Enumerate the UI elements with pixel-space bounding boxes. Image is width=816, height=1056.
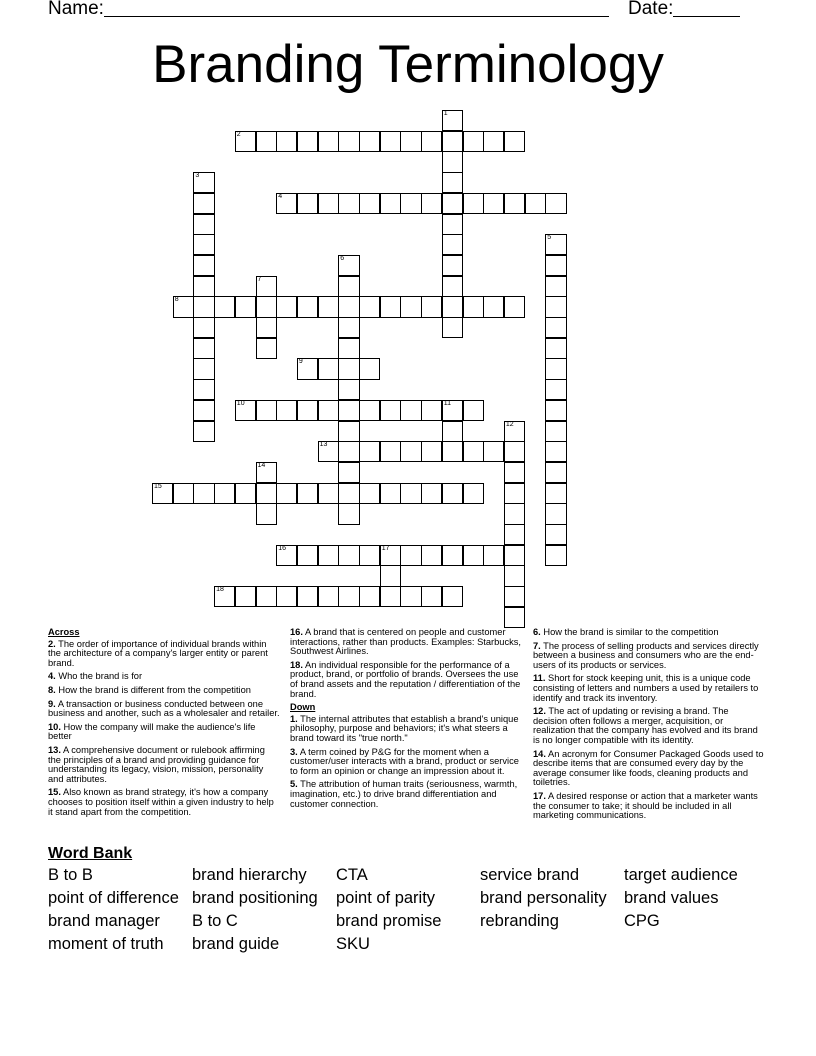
- crossword-cell[interactable]: [318, 193, 339, 214]
- crossword-cell[interactable]: [400, 483, 421, 504]
- clue-text: An individual responsible for the performance of a product, brand, or portfolio of brands. Oversees the use of brand assets and the reputation / differentiation of the brand.: [290, 659, 521, 699]
- page-title: Branding Terminology: [152, 35, 664, 94]
- crossword-cell[interactable]: [318, 131, 339, 152]
- crossword-cell[interactable]: [504, 586, 525, 607]
- clue: [48, 700, 280, 719]
- crossword-cell[interactable]: [442, 421, 463, 442]
- date-label: Date:: [628, 0, 674, 19]
- crossword-cell[interactable]: [256, 503, 277, 524]
- crossword-cell[interactable]: [483, 193, 504, 214]
- crossword-cell[interactable]: [193, 276, 214, 297]
- clue-text: A transaction or business conducted between one business and another, such as a wholesaler and retailer.: [48, 698, 280, 719]
- clue-text: Also known as brand strategy, it's how a company chooses to position itself within a given industry to help it stand apart from the competition.: [48, 787, 274, 817]
- crossword-cell[interactable]: [276, 545, 297, 566]
- crossword-cell[interactable]: [400, 131, 421, 152]
- crossword-cell[interactable]: [525, 193, 546, 214]
- clue-number: 3.: [290, 746, 298, 757]
- crossword-cell[interactable]: [545, 503, 566, 524]
- clue: [48, 746, 280, 784]
- clue-number: 16: [278, 544, 286, 552]
- crossword-cell[interactable]: [380, 400, 401, 421]
- clues-column-1: [48, 628, 280, 821]
- crossword-cell[interactable]: [359, 441, 380, 462]
- crossword-cell[interactable]: [463, 545, 484, 566]
- crossword-cell[interactable]: [463, 483, 484, 504]
- crossword-cell[interactable]: [235, 400, 256, 421]
- crossword-cell[interactable]: [545, 296, 566, 317]
- clue-text: The attribution of human traits (seriousness, warmth, imagination, etc.) to drive brand differentiation and customer connection.: [290, 779, 518, 809]
- word-bank-item: moment of truth: [48, 935, 164, 953]
- clue-text: Who the brand is for: [55, 671, 143, 682]
- crossword-cell[interactable]: [338, 317, 359, 338]
- clue-number: 13: [319, 441, 328, 449]
- crossword-cell[interactable]: [338, 421, 359, 442]
- crossword-cell[interactable]: [483, 296, 504, 317]
- crossword-cell[interactable]: [276, 586, 297, 607]
- crossword-cell[interactable]: [442, 151, 463, 172]
- crossword-cell[interactable]: [152, 483, 173, 504]
- crossword-cell[interactable]: [256, 586, 277, 607]
- crossword-cell[interactable]: [276, 131, 297, 152]
- crossword-cell[interactable]: [193, 483, 214, 504]
- crossword-cell[interactable]: [318, 400, 339, 421]
- crossword-cell[interactable]: [359, 483, 380, 504]
- crossword-cell[interactable]: [338, 358, 359, 379]
- crossword-cell[interactable]: [214, 483, 235, 504]
- crossword-cell[interactable]: [545, 276, 566, 297]
- clue-text: A term coined by P&G for the moment when a customer/user interacts with a brand, product or service to form an opinion or change an impression about it.: [290, 746, 519, 776]
- crossword-cell[interactable]: [421, 545, 442, 566]
- crossword-cell[interactable]: [380, 131, 401, 152]
- crossword-cell[interactable]: [297, 131, 318, 152]
- crossword-cell[interactable]: [400, 545, 421, 566]
- crossword-cell[interactable]: [297, 545, 318, 566]
- clue-number: 2: [236, 130, 241, 138]
- clue: [290, 780, 524, 809]
- clue-number: 4: [278, 192, 283, 200]
- clue-text: The process of selling products and services directly between a business and consumers who are the end-users of its products or services.: [533, 640, 759, 670]
- crossword-cell[interactable]: [442, 131, 463, 152]
- crossword-cell[interactable]: [545, 255, 566, 276]
- crossword-cell[interactable]: [318, 586, 339, 607]
- clue-text: The internal attributes that establish a brand's unique philosophy, purpose and behaviors; it's what steers a brand toward its "true north.": [290, 713, 519, 743]
- crossword-cell[interactable]: [193, 255, 214, 276]
- crossword-cell[interactable]: [380, 586, 401, 607]
- crossword-cell[interactable]: [545, 358, 566, 379]
- crossword-cell[interactable]: [318, 483, 339, 504]
- crossword-cell[interactable]: [235, 296, 256, 317]
- crossword-cell[interactable]: [297, 483, 318, 504]
- crossword-cell[interactable]: [256, 317, 277, 338]
- crossword-cell[interactable]: [193, 234, 214, 255]
- crossword-cell[interactable]: [504, 296, 525, 317]
- crossword-cell[interactable]: [338, 503, 359, 524]
- clue: [533, 674, 765, 703]
- clue: [48, 723, 280, 742]
- crossword-cell[interactable]: [256, 131, 277, 152]
- crossword-cell[interactable]: [442, 317, 463, 338]
- crossword-cell[interactable]: [442, 193, 463, 214]
- crossword-cell[interactable]: [504, 483, 525, 504]
- crossword-cell[interactable]: [256, 296, 277, 317]
- name-label: Name:: [48, 0, 104, 19]
- crossword-cell[interactable]: [545, 483, 566, 504]
- clue-number: 2.: [48, 638, 56, 649]
- clues-column-2: [290, 628, 524, 813]
- crossword-cell[interactable]: [421, 483, 442, 504]
- crossword-cell[interactable]: [318, 358, 339, 379]
- word-bank-item: brand positioning: [192, 889, 318, 907]
- crossword-cell[interactable]: [463, 441, 484, 462]
- crossword-cell[interactable]: [256, 462, 277, 483]
- clue-number: 10: [236, 399, 245, 407]
- crossword-cell[interactable]: [193, 400, 214, 421]
- crossword-cell[interactable]: [318, 441, 339, 462]
- crossword-cell[interactable]: [545, 379, 566, 400]
- crossword-cell[interactable]: [442, 483, 463, 504]
- crossword-cell[interactable]: [463, 400, 484, 421]
- crossword-cell[interactable]: [338, 276, 359, 297]
- clue: [290, 628, 524, 657]
- crossword-cell[interactable]: [400, 441, 421, 462]
- crossword-cell[interactable]: [545, 441, 566, 462]
- crossword-cell[interactable]: [483, 545, 504, 566]
- word-bank-item: service brand: [480, 866, 580, 884]
- crossword-cell[interactable]: [338, 462, 359, 483]
- crossword-cell[interactable]: [338, 400, 359, 421]
- crossword-cell[interactable]: [193, 296, 214, 317]
- clue: [290, 715, 524, 744]
- clue-number: 17: [381, 544, 390, 552]
- crossword-cell[interactable]: [545, 421, 566, 442]
- crossword-cell[interactable]: [380, 193, 401, 214]
- crossword-cell[interactable]: [400, 296, 421, 317]
- clue-number: 7: [257, 275, 262, 283]
- clue-number: 12.: [533, 706, 546, 717]
- crossword-cell[interactable]: [338, 296, 359, 317]
- word-bank-item: brand values: [624, 889, 719, 907]
- clue: [48, 686, 280, 696]
- clue: [533, 750, 765, 788]
- crossword-cell[interactable]: [545, 338, 566, 359]
- crossword-cell[interactable]: [545, 524, 566, 545]
- clue-text: The act of updating or revising a brand. The decision often follows a merger, acquisition, or realization that the company has evolved and its brand is no longer compatible with its identity.: [533, 706, 758, 745]
- crossword-cell[interactable]: [359, 358, 380, 379]
- crossword-cell[interactable]: [545, 545, 566, 566]
- crossword-cell[interactable]: [297, 358, 318, 379]
- word-bank-item: brand promise: [336, 912, 442, 930]
- crossword-cell[interactable]: [338, 338, 359, 359]
- crossword-cell[interactable]: [359, 400, 380, 421]
- crossword-cell[interactable]: [400, 400, 421, 421]
- clue-number: 10.: [48, 721, 61, 732]
- word-bank-item: B to C: [192, 912, 238, 930]
- crossword-cell[interactable]: [545, 234, 566, 255]
- crossword-cell[interactable]: [545, 317, 566, 338]
- crossword-cell[interactable]: [359, 545, 380, 566]
- crossword-cell[interactable]: [338, 586, 359, 607]
- word-bank-item: brand manager: [48, 912, 160, 930]
- crossword-cell[interactable]: [297, 193, 318, 214]
- crossword-cell[interactable]: [214, 586, 235, 607]
- clue-number: 11.: [533, 673, 546, 684]
- clue-number: 12: [505, 420, 514, 428]
- crossword-cell[interactable]: [359, 193, 380, 214]
- clue-number: 14: [257, 461, 266, 469]
- crossword-cell[interactable]: [276, 296, 297, 317]
- clue-text: A desired response or action that a marketer wants the consumer to take; it should be included in all marketing communications.: [533, 790, 758, 821]
- crossword-cell[interactable]: [193, 421, 214, 442]
- crossword-cell[interactable]: [504, 607, 525, 628]
- crossword-cell[interactable]: [483, 441, 504, 462]
- crossword-cell[interactable]: [297, 586, 318, 607]
- clue-number: 13.: [48, 744, 61, 755]
- word-bank-item: brand guide: [192, 935, 280, 953]
- word-bank-title: Word Bank: [48, 845, 133, 862]
- word-bank: [48, 866, 768, 958]
- clue-text: A comprehensive document or rulebook affirming the principles of a brand and providing guidance for understanding its legacy, vision, mission, personality and attributes.: [48, 744, 265, 784]
- clue: [48, 672, 280, 682]
- crossword-cell[interactable]: [193, 317, 214, 338]
- crossword-cell[interactable]: [359, 586, 380, 607]
- crossword-cell[interactable]: [276, 193, 297, 214]
- clue-number: 17.: [533, 790, 546, 801]
- crossword-cell[interactable]: [483, 131, 504, 152]
- word-bank-item: B to B: [48, 866, 93, 884]
- crossword-cell[interactable]: [380, 565, 401, 586]
- clue-number: 1.: [290, 713, 298, 724]
- crossword-cell[interactable]: [380, 483, 401, 504]
- crossword-cell[interactable]: [421, 131, 442, 152]
- crossword-cell[interactable]: [442, 441, 463, 462]
- clue: [290, 661, 524, 699]
- crossword-cell[interactable]: [504, 193, 525, 214]
- clue: [533, 792, 765, 821]
- crossword-cell[interactable]: [504, 462, 525, 483]
- crossword-cell[interactable]: [173, 296, 194, 317]
- crossword-cell[interactable]: [400, 193, 421, 214]
- crossword-cell[interactable]: [338, 131, 359, 152]
- crossword-cell[interactable]: [235, 586, 256, 607]
- clue: [48, 788, 280, 817]
- down-heading: Down: [290, 702, 316, 713]
- clue-number: 4.: [48, 671, 56, 682]
- word-bank-item: target audience: [624, 866, 738, 884]
- crossword-cell[interactable]: [380, 441, 401, 462]
- clue-text: How the company will make the audience's life better: [48, 721, 256, 742]
- crossword-cell[interactable]: [442, 296, 463, 317]
- clue-number: 6.: [533, 627, 541, 637]
- crossword-cell[interactable]: [297, 400, 318, 421]
- crossword-cell[interactable]: [545, 400, 566, 421]
- clue-number: 5: [547, 234, 552, 242]
- crossword-cell[interactable]: [421, 296, 442, 317]
- word-bank-item: CPG: [624, 912, 660, 930]
- clue-number: 8.: [48, 684, 56, 695]
- word-bank-item: SKU: [336, 935, 370, 953]
- crossword-cell[interactable]: [545, 462, 566, 483]
- crossword-cell[interactable]: [318, 545, 339, 566]
- clue-number: 18.: [290, 659, 303, 670]
- clue-number: 15.: [48, 787, 61, 798]
- crossword-cell[interactable]: [380, 545, 401, 566]
- crossword-cell[interactable]: [193, 338, 214, 359]
- crossword-cell[interactable]: [400, 586, 421, 607]
- crossword-cell[interactable]: [338, 379, 359, 400]
- crossword-cell[interactable]: [214, 296, 235, 317]
- crossword-cell[interactable]: [442, 545, 463, 566]
- crossword-cell[interactable]: [442, 214, 463, 235]
- word-bank-item: point of difference: [48, 889, 179, 907]
- clue-number: 8: [174, 296, 179, 304]
- crossword-cell[interactable]: [421, 193, 442, 214]
- clue: [533, 628, 765, 638]
- clue: [533, 642, 765, 671]
- crossword-cell[interactable]: [442, 276, 463, 297]
- crossword-cell[interactable]: [235, 131, 256, 152]
- clue-number: 5.: [290, 779, 298, 790]
- word-bank-item: CTA: [336, 866, 368, 884]
- clue-number: 1: [443, 110, 448, 117]
- clue-number: 16.: [290, 627, 303, 637]
- word-bank-item: brand hierarchy: [192, 866, 307, 884]
- crossword-cell[interactable]: [193, 193, 214, 214]
- crossword-cell[interactable]: [421, 441, 442, 462]
- crossword-cell[interactable]: [276, 400, 297, 421]
- crossword-cell[interactable]: [338, 193, 359, 214]
- clue: [290, 748, 524, 777]
- clue-text: How the brand is different from the competition: [55, 684, 251, 695]
- clue-text: The order of importance of individual brands within the architecture of a company's larger entity or parent brand.: [48, 638, 268, 668]
- clue: [533, 707, 765, 745]
- clue-text: Short for stock keeping unit, this is a unique code consisting of letters and numbers a used by retailers to identify and track its inventory.: [533, 673, 759, 703]
- crossword-cell[interactable]: [276, 483, 297, 504]
- crossword-cell[interactable]: [193, 172, 214, 193]
- crossword-cell[interactable]: [256, 276, 277, 297]
- clue-number: 3: [195, 172, 200, 180]
- crossword-cell[interactable]: [338, 545, 359, 566]
- crossword-cell[interactable]: [545, 193, 566, 214]
- crossword-cell[interactable]: [193, 214, 214, 235]
- crossword-cell[interactable]: [256, 400, 277, 421]
- crossword-cell[interactable]: [297, 296, 318, 317]
- clue-number: 9.: [48, 698, 56, 709]
- crossword-cell[interactable]: [359, 296, 380, 317]
- crossword-cell[interactable]: [463, 131, 484, 152]
- crossword-cell[interactable]: [504, 545, 525, 566]
- crossword-cell[interactable]: [380, 296, 401, 317]
- clue-number: 7.: [533, 640, 541, 651]
- crossword-cell[interactable]: [338, 255, 359, 276]
- crossword-cell[interactable]: [256, 338, 277, 359]
- clue-number: 11: [443, 399, 452, 407]
- crossword-cell[interactable]: [442, 400, 463, 421]
- crossword-cell[interactable]: [359, 131, 380, 152]
- clue: [48, 640, 280, 669]
- crossword-cell[interactable]: [463, 193, 484, 214]
- across-heading: Across: [48, 627, 80, 637]
- crossword-cell[interactable]: [504, 131, 525, 152]
- clue-number: 18: [216, 586, 224, 594]
- crossword-cell[interactable]: [338, 483, 359, 504]
- word-bank-item: rebranding: [480, 912, 559, 930]
- word-bank-item: point of parity: [336, 889, 436, 907]
- clue-number: 14.: [533, 748, 546, 759]
- crossword-cell[interactable]: [504, 441, 525, 462]
- crossword-cell[interactable]: [318, 296, 339, 317]
- crossword-cell[interactable]: [442, 234, 463, 255]
- clue-text: An acronym for Consumer Packaged Goods used to describe items that are consumed every day by the average consumer like foods, cleaning products and toiletries.: [533, 748, 764, 788]
- crossword-cell[interactable]: [193, 358, 214, 379]
- clues-column-3: [533, 628, 765, 825]
- crossword-cell[interactable]: [173, 483, 194, 504]
- clue-number: 15: [154, 482, 162, 490]
- crossword-cell[interactable]: [338, 441, 359, 462]
- crossword-cell[interactable]: [442, 110, 463, 131]
- crossword-cell[interactable]: [442, 255, 463, 276]
- crossword-cell[interactable]: [504, 503, 525, 524]
- clue-text: How the brand is similar to the competition: [540, 627, 719, 637]
- clue-text: A brand that is centered on people and customer interactions, rather than products. Examples: Starbucks, Southwest Airlines.: [290, 627, 521, 657]
- crossword-cell[interactable]: [235, 483, 256, 504]
- crossword-cell[interactable]: [442, 586, 463, 607]
- clue-number: 6: [340, 254, 345, 262]
- crossword-cell[interactable]: [421, 400, 442, 421]
- clue-number: 9: [298, 358, 303, 366]
- crossword-cell[interactable]: [504, 565, 525, 586]
- crossword-cell[interactable]: [193, 379, 214, 400]
- word-bank-item: brand personality: [480, 889, 607, 907]
- crossword-cell[interactable]: [256, 483, 277, 504]
- crossword-cell[interactable]: [421, 586, 442, 607]
- crossword-cell[interactable]: [442, 172, 463, 193]
- crossword-cell[interactable]: [504, 421, 525, 442]
- crossword-cell[interactable]: [504, 524, 525, 545]
- crossword-cell[interactable]: [463, 296, 484, 317]
